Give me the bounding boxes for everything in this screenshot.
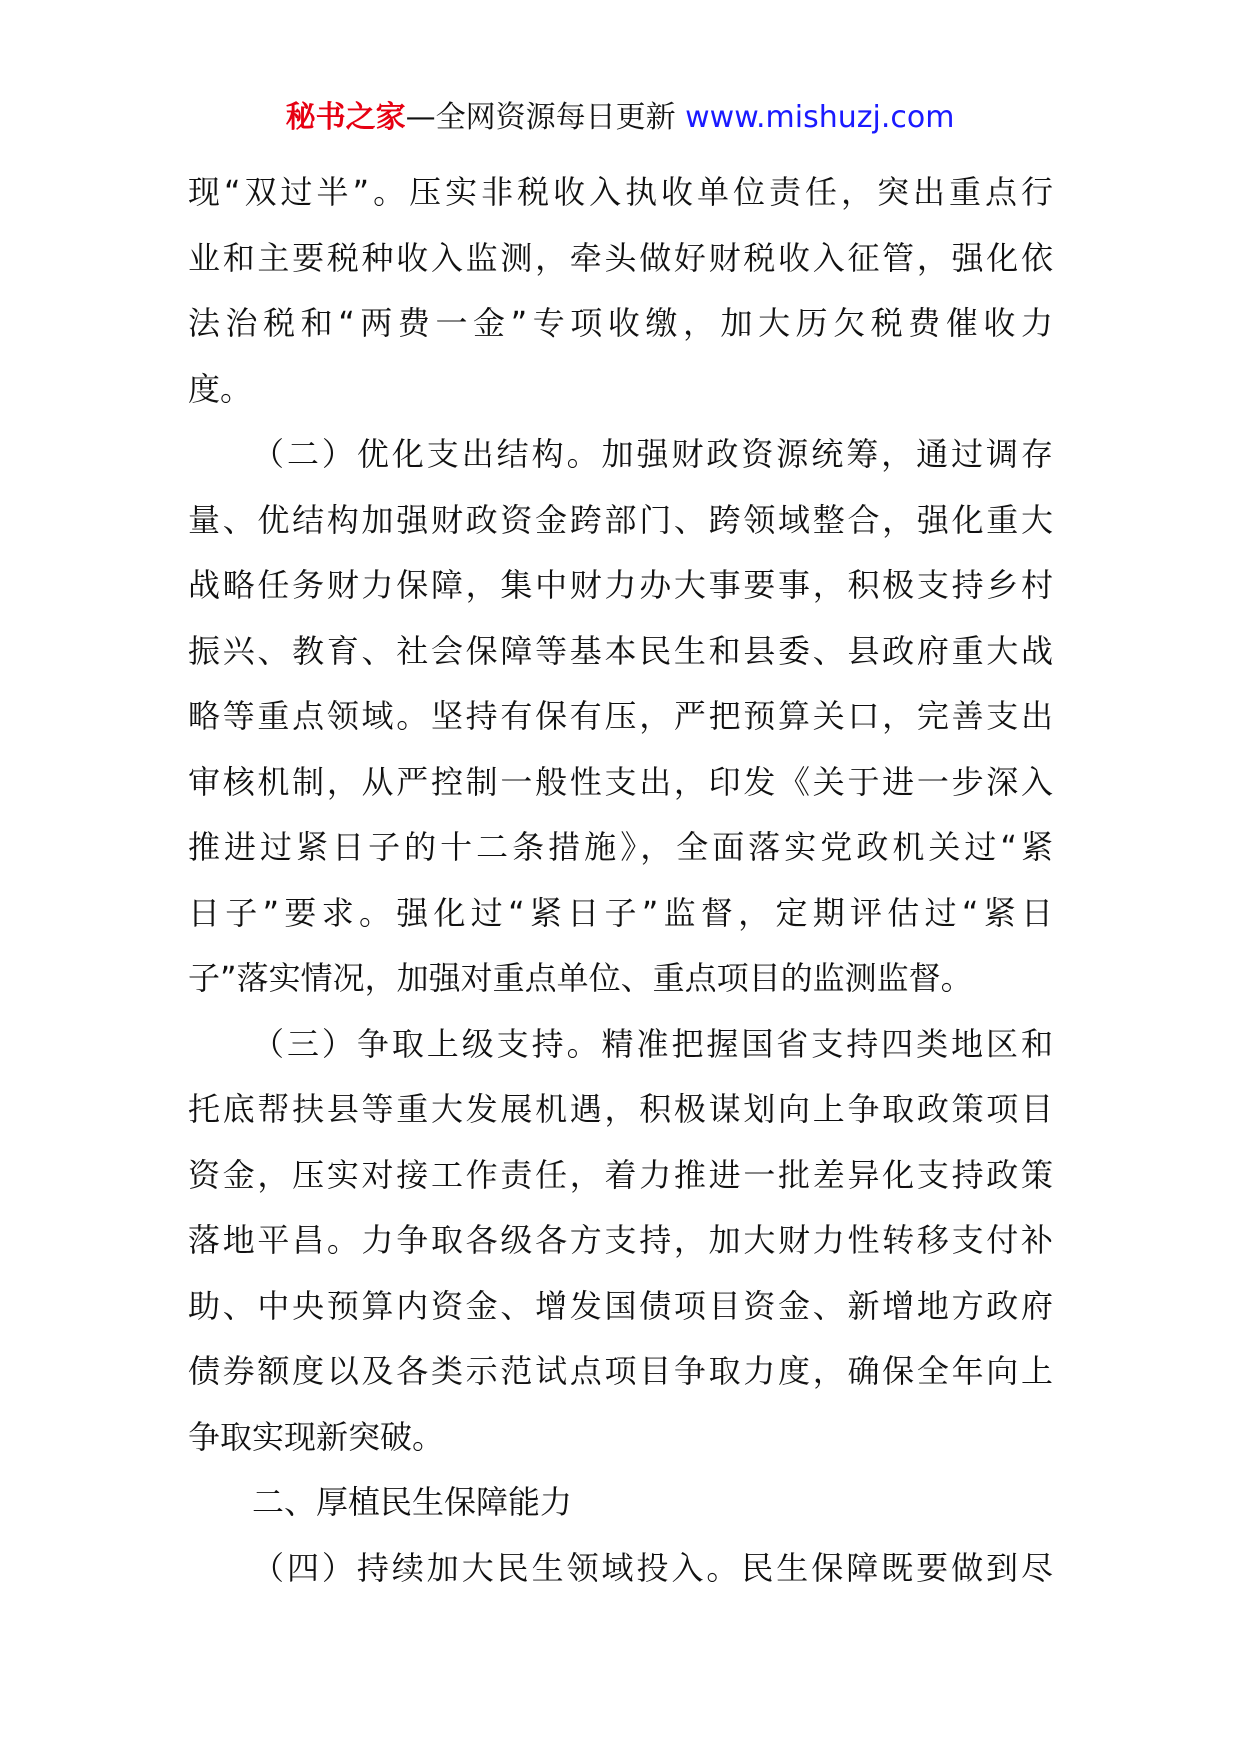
paragraph-line: 资金，压实对接工作责任，着力推进一批差异化支持政策	[188, 1155, 1053, 1194]
paragraph-line: 现“双过半”。压实非税收入执收单位责任，突出重点行	[188, 173, 1053, 211]
section-heading: 二、厚植民生保障能力	[252, 1483, 573, 1521]
paragraph-line: 略等重点领域。坚持有保有压，严把预算关口，完善支出	[188, 697, 1053, 735]
site-url-link[interactable]: www.mishuzj.com	[685, 100, 955, 135]
paragraph-line: （二）优化支出结构。加强财政资源统筹，通过调存	[252, 435, 1053, 473]
paragraph-line: 振兴、教育、社会保障等基本民生和县委、县政府重大战	[188, 631, 1053, 670]
site-header	[0, 98, 1240, 138]
paragraph-line: 法治税和“两费一金”专项收缴，加大历欠税费催收力	[188, 304, 1053, 342]
paragraph-line: 度。	[188, 369, 253, 408]
paragraph-line: （三）争取上级支持。精准把握国省支持四类地区和	[252, 1024, 1053, 1063]
paragraph-line: 落地平昌。力争取各级各方支持，加大财力性转移支付补	[188, 1221, 1053, 1259]
paragraph-line: 业和主要税种收入监测，牵头做好财税收入征管，强化依	[188, 238, 1053, 277]
paragraph-line: 助、中央预算内资金、增发国债项目资金、新增地方政府	[188, 1286, 1053, 1325]
paragraph-line: 量、优结构加强财政资金跨部门、跨领域整合，强化重大	[188, 500, 1053, 539]
paragraph-line: 争取实现新突破。	[188, 1417, 445, 1456]
paragraph-line: 托底帮扶县等重大发展机遇，积极谋划向上争取政策项目	[188, 1090, 1053, 1128]
paragraph-line: 审核机制，从严控制一般性支出，印发《关于进一步深入	[188, 762, 1053, 801]
paragraph-line: 推进过紧日子的十二条措施》，全面落实党政机关过“紧	[188, 828, 1053, 866]
paragraph-line: 战略任务财力保障，集中财力办大事要事，积极支持乡村	[188, 566, 1053, 604]
site-brand: 秘书之家	[285, 100, 406, 135]
paragraph-line: 子”落实情况，加强对重点单位、重点项目的监测监督。	[188, 959, 973, 997]
paragraph-line: 日子”要求。强化过“紧日子”监督，定期评估过“紧日	[188, 893, 1053, 932]
paragraph-line: （四）持续加大民生领域投入。民生保障既要做到尽	[252, 1548, 1053, 1587]
paragraph-line: 债券额度以及各类示范试点项目争取力度，确保全年向上	[188, 1352, 1053, 1390]
document-body	[188, 160, 1053, 1601]
site-tagline: —全网资源每日更新	[405, 100, 686, 135]
